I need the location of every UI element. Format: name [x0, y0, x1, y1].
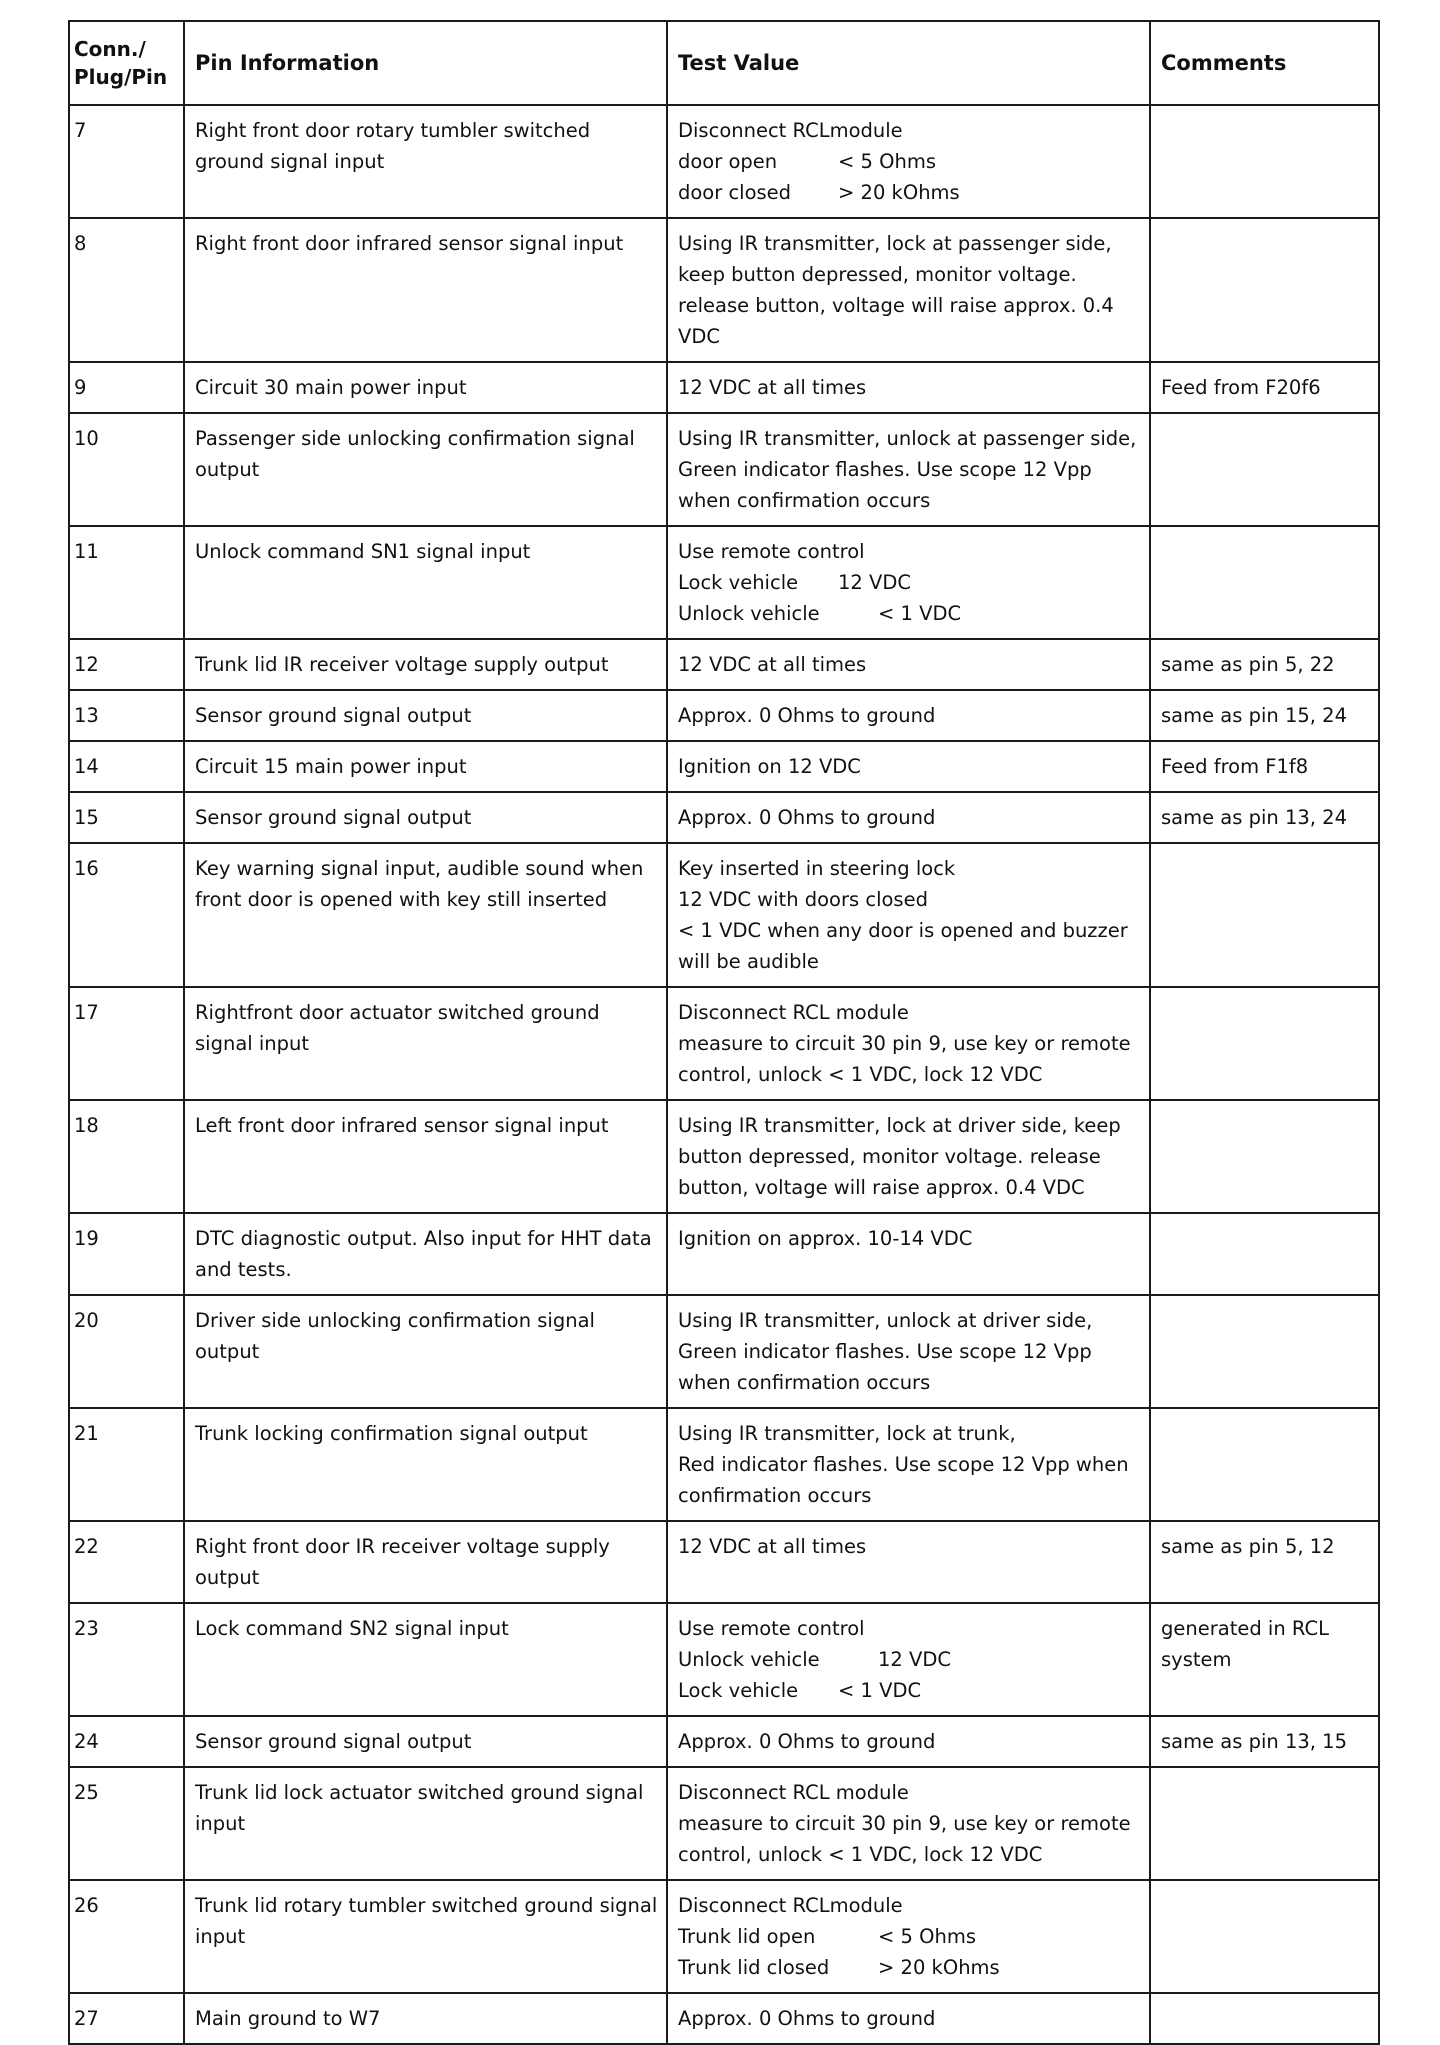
pin-information-cell: Trunk lid IR receiver voltage supply output: [184, 639, 667, 690]
test-value-line: Approx. 0 Ohms to ground: [678, 2007, 936, 2030]
table-row: [69, 987, 1379, 1100]
pin-number-cell: 27: [69, 1993, 184, 2044]
test-value-line: Disconnect RCLmodule: [678, 119, 903, 142]
pin-information-cell: Left front door infrared sensor signal input: [184, 1100, 667, 1213]
table-row: [69, 741, 1379, 792]
test-value-line: 12 VDC with doors closed: [678, 888, 928, 911]
test-value-line: Using IR transmitter, lock at passenger side, keep button depressed, monitor voltage. release button, voltage will raise approx. 0.4 VDC: [678, 232, 1114, 348]
comments-cell: Feed from F1f8: [1150, 741, 1379, 792]
table-row: [69, 690, 1379, 741]
pin-number-cell: 9: [69, 362, 184, 413]
test-value-cell: [667, 1716, 1150, 1767]
test-value-cell: [667, 526, 1150, 639]
test-value-cell: [667, 843, 1150, 987]
comments-cell: [1150, 1767, 1379, 1880]
test-condition-label: Trunk lid closed: [678, 1956, 830, 1979]
table-row: [69, 218, 1379, 362]
table-row: [69, 526, 1379, 639]
pin-number-cell: 8: [69, 218, 184, 362]
test-condition-value: < 5 Ohms: [878, 1925, 977, 1948]
pin-number-cell: 21: [69, 1408, 184, 1521]
pin-number-cell: 16: [69, 843, 184, 987]
test-value-cell: [667, 1295, 1150, 1408]
test-condition-label: Unlock vehicle: [678, 1648, 820, 1671]
pin-information-cell: Sensor ground signal output: [184, 792, 667, 843]
test-value-cell: [667, 690, 1150, 741]
test-value-cell: [667, 1880, 1150, 1993]
pin-number-cell: 19: [69, 1213, 184, 1295]
comments-cell: same as pin 5, 22: [1150, 639, 1379, 690]
test-condition-value: > 20 kOhms: [838, 181, 960, 204]
test-value-line: 12 VDC at all times: [678, 376, 867, 399]
test-value-line: 12 VDC at all times: [678, 653, 867, 676]
comments-cell: [1150, 843, 1379, 987]
test-value-line: measure to circuit 30 pin 9, use key or remote control, unlock < 1 VDC, lock 12 VDC: [678, 1032, 1131, 1086]
table-row: [69, 1716, 1379, 1767]
pin-number-cell: 10: [69, 413, 184, 526]
test-value-cell: [667, 1993, 1150, 2044]
test-condition-value: < 1 VDC: [838, 1679, 922, 1702]
test-value-cell: [667, 741, 1150, 792]
test-condition-value: < 1 VDC: [878, 602, 962, 625]
comments-cell: [1150, 987, 1379, 1100]
test-condition-line: [678, 1952, 1141, 1983]
pin-information-cell: Circuit 15 main power input: [184, 741, 667, 792]
test-value-cell: [667, 1100, 1150, 1213]
test-condition-line: [678, 1921, 1141, 1952]
pin-information-cell: Trunk lid lock actuator switched ground signal input: [184, 1767, 667, 1880]
test-value-cell: [667, 1213, 1150, 1295]
test-value-cell: [667, 362, 1150, 413]
table-row: [69, 792, 1379, 843]
test-value-cell: [667, 1603, 1150, 1716]
pin-information-cell: Circuit 30 main power input: [184, 362, 667, 413]
comments-cell: same as pin 13, 24: [1150, 792, 1379, 843]
pin-information-cell: Right front door infrared sensor signal input: [184, 218, 667, 362]
test-value-cell: [667, 413, 1150, 526]
comments-cell: [1150, 1880, 1379, 1993]
comments-cell: [1150, 1100, 1379, 1213]
test-condition-label: Trunk lid open: [678, 1925, 816, 1948]
pin-number-cell: 22: [69, 1521, 184, 1603]
table-row: [69, 843, 1379, 987]
test-value-cell: [667, 105, 1150, 218]
pin-number-cell: 14: [69, 741, 184, 792]
test-condition-line: [678, 598, 1141, 629]
test-condition-line: [678, 177, 1141, 208]
pin-table-body: [69, 105, 1379, 2044]
test-value-cell: [667, 792, 1150, 843]
pin-number-cell: 17: [69, 987, 184, 1100]
test-value-line: Using IR transmitter, unlock at passenger side, Green indicator flashes. Use scope 12 Vpp when confirmation occurs: [678, 427, 1137, 512]
test-value-line: Approx. 0 Ohms to ground: [678, 806, 936, 829]
pin-information-cell: Passenger side unlocking confirmation signal output: [184, 413, 667, 526]
pin-information-cell: Right front door rotary tumbler switched ground signal input: [184, 105, 667, 218]
pin-information-cell: Right front door IR receiver voltage supply output: [184, 1521, 667, 1603]
test-value-line: Using IR transmitter, lock at driver side, keep button depressed, monitor voltage. release button, voltage will raise approx. 0.4 VDC: [678, 1114, 1121, 1199]
test-condition-label: Lock vehicle: [678, 1679, 799, 1702]
test-value-line: < 1 VDC when any door is opened and buzzer will be audible: [678, 919, 1128, 973]
test-value-line: Ignition on 12 VDC: [678, 755, 861, 778]
table-row: [69, 1295, 1379, 1408]
pin-information-cell: Key warning signal input, audible sound when front door is opened with key still inserted: [184, 843, 667, 987]
test-condition-label: Lock vehicle: [678, 571, 799, 594]
table-row: [69, 1100, 1379, 1213]
pin-number-cell: 7: [69, 105, 184, 218]
test-value-line: Red indicator flashes. Use scope 12 Vpp when confirmation occurs: [678, 1453, 1129, 1507]
test-value-cell: [667, 1767, 1150, 1880]
table-row: [69, 1521, 1379, 1603]
test-value-line: Using IR transmitter, unlock at driver side, Green indicator flashes. Use scope 12 Vpp when confirmation occurs: [678, 1309, 1093, 1394]
table-row: [69, 1767, 1379, 1880]
pin-number-cell: 15: [69, 792, 184, 843]
table-row: [69, 1213, 1379, 1295]
comments-cell: [1150, 413, 1379, 526]
header-pin-information: Pin Information: [184, 21, 667, 105]
test-value-cell: [667, 987, 1150, 1100]
test-condition-line: [678, 1675, 1141, 1706]
test-condition-value: 12 VDC: [838, 571, 911, 594]
comments-cell: generated in RCL system: [1150, 1603, 1379, 1716]
pin-number-cell: 26: [69, 1880, 184, 1993]
table-row: [69, 362, 1379, 413]
test-value-line: Disconnect RCL module: [678, 1781, 909, 1804]
pin-information-cell: Rightfront door actuator switched ground signal input: [184, 987, 667, 1100]
comments-cell: same as pin 15, 24: [1150, 690, 1379, 741]
header-test-value: Test Value: [667, 21, 1150, 105]
test-condition-label: door open: [678, 150, 778, 173]
pin-information-cell: Sensor ground signal output: [184, 690, 667, 741]
header-comments: Comments: [1150, 21, 1379, 105]
pin-table: [68, 20, 1380, 2045]
table-row: [69, 1408, 1379, 1521]
test-value-line: Approx. 0 Ohms to ground: [678, 1730, 936, 1753]
pin-number-cell: 18: [69, 1100, 184, 1213]
test-value-cell: [667, 218, 1150, 362]
test-condition-value: < 5 Ohms: [838, 150, 937, 173]
comments-cell: [1150, 218, 1379, 362]
test-value-line: 12 VDC at all times: [678, 1535, 867, 1558]
table-row: [69, 1603, 1379, 1716]
document-page: [68, 20, 1378, 2045]
comments-cell: [1150, 105, 1379, 218]
pin-information-cell: Main ground to W7: [184, 1993, 667, 2044]
pin-information-cell: Unlock command SN1 signal input: [184, 526, 667, 639]
comments-cell: [1150, 1408, 1379, 1521]
pin-information-cell: Sensor ground signal output: [184, 1716, 667, 1767]
test-value-line: Disconnect RCL module: [678, 1001, 909, 1024]
pin-number-cell: 11: [69, 526, 184, 639]
test-condition-line: [678, 1644, 1141, 1675]
pin-information-cell: Trunk lid rotary tumbler switched ground signal input: [184, 1880, 667, 1993]
pin-information-cell: Lock command SN2 signal input: [184, 1603, 667, 1716]
test-condition-value: 12 VDC: [878, 1648, 951, 1671]
test-value-cell: [667, 1408, 1150, 1521]
comments-cell: [1150, 1213, 1379, 1295]
pin-number-cell: 23: [69, 1603, 184, 1716]
table-row: [69, 105, 1379, 218]
comments-cell: [1150, 1993, 1379, 2044]
test-condition-value: > 20 kOhms: [878, 1956, 1000, 1979]
table-row: [69, 1993, 1379, 2044]
test-value-line: Use remote control: [678, 1617, 865, 1640]
test-value-line: Approx. 0 Ohms to ground: [678, 704, 936, 727]
comments-cell: [1150, 1295, 1379, 1408]
comments-cell: same as pin 13, 15: [1150, 1716, 1379, 1767]
test-value-line: Key inserted in steering lock: [678, 857, 956, 880]
pin-number-cell: 13: [69, 690, 184, 741]
table-row: [69, 639, 1379, 690]
pin-information-cell: Driver side unlocking confirmation signal output: [184, 1295, 667, 1408]
test-condition-line: [678, 567, 1141, 598]
comments-cell: Feed from F20f6: [1150, 362, 1379, 413]
test-value-line: Use remote control: [678, 540, 865, 563]
test-value-line: Ignition on approx. 10-14 VDC: [678, 1227, 973, 1250]
table-row: [69, 1880, 1379, 1993]
pin-number-cell: 24: [69, 1716, 184, 1767]
test-value-cell: [667, 1521, 1150, 1603]
pin-information-cell: DTC diagnostic output. Also input for HHT data and tests.: [184, 1213, 667, 1295]
test-condition-label: Unlock vehicle: [678, 602, 820, 625]
test-value-line: Disconnect RCLmodule: [678, 1894, 903, 1917]
pin-number-cell: 25: [69, 1767, 184, 1880]
test-value-cell: [667, 639, 1150, 690]
test-value-line: Using IR transmitter, lock at trunk,: [678, 1422, 1016, 1445]
table-row: [69, 413, 1379, 526]
test-condition-label: door closed: [678, 181, 792, 204]
header-row: [69, 21, 1379, 105]
comments-cell: same as pin 5, 12: [1150, 1521, 1379, 1603]
test-condition-line: [678, 146, 1141, 177]
pin-information-cell: Trunk locking confirmation signal output: [184, 1408, 667, 1521]
pin-number-cell: 20: [69, 1295, 184, 1408]
header-conn-plug-pin: Conn./ Plug/Pin: [69, 21, 184, 105]
comments-cell: [1150, 526, 1379, 639]
test-value-line: measure to circuit 30 pin 9, use key or remote control, unlock < 1 VDC, lock 12 VDC: [678, 1812, 1131, 1866]
pin-number-cell: 12: [69, 639, 184, 690]
